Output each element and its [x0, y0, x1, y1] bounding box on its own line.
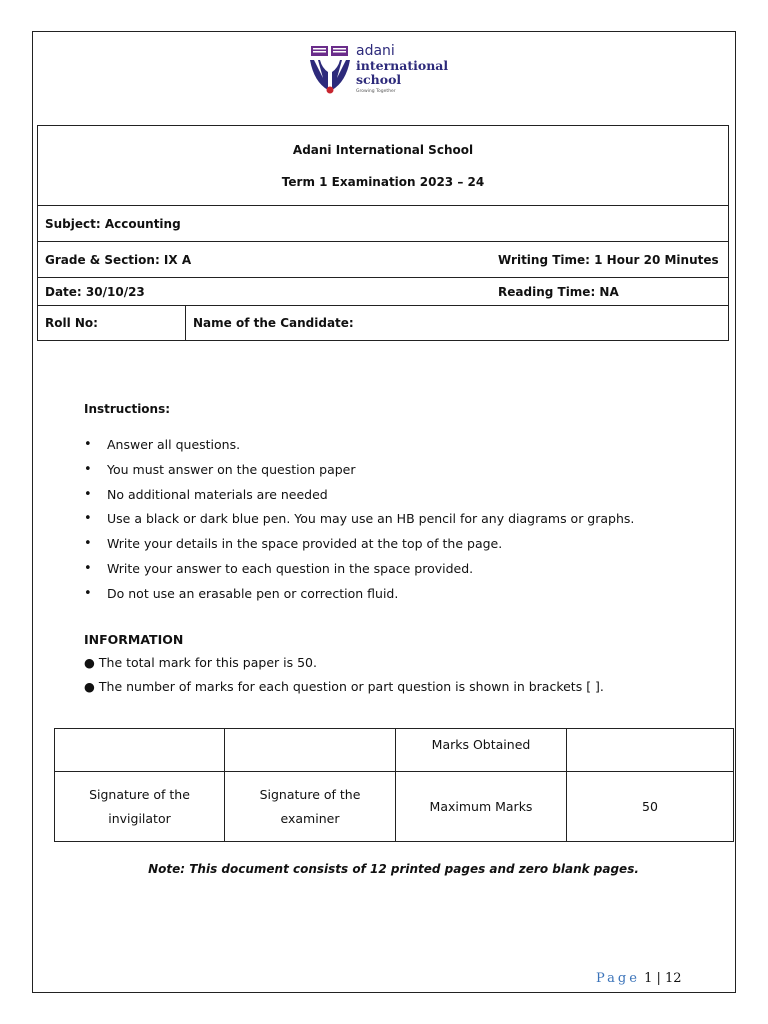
school-emblem-icon [308, 44, 354, 96]
date-reading-row [38, 278, 729, 306]
list-item: • Do not use an erasable pen or correction fluid. [84, 585, 724, 610]
grade-time-row [38, 242, 729, 278]
grade-section-field: Grade & Section: IX A [45, 252, 192, 267]
logo-brand-international: international [356, 58, 449, 73]
instructions-heading: Instructions: [84, 402, 171, 416]
school-logo [308, 44, 448, 96]
logo-brand-adani: adani [356, 43, 395, 59]
reading-time-field: Reading Time: NA [498, 284, 619, 299]
exam-header-table [37, 125, 729, 341]
information-line: ● The total mark for this paper is 50. [84, 655, 317, 670]
date-field: Date: 30/10/23 [45, 284, 145, 299]
information-section [84, 631, 724, 702]
logo-tagline: Growing Together [356, 89, 396, 94]
marks-table [54, 728, 734, 842]
list-item: • No additional materials are needed [84, 486, 724, 511]
information-heading: INFORMATION [84, 632, 184, 647]
instructions-section [84, 402, 724, 610]
page-footer [596, 971, 682, 986]
list-item: • Answer all questions. [84, 436, 724, 461]
exam-title: Term 1 Examination 2023 – 24 [281, 174, 485, 189]
writing-time-field: Writing Time: 1 Hour 20 Minutes [498, 252, 719, 267]
exam-title-block [38, 126, 729, 206]
signature-invigilator-label: Signature of the invigilator [55, 772, 225, 842]
page-number: 1 | 12 [639, 971, 682, 986]
candidate-name-field: Name of the Candidate: [186, 306, 729, 341]
logo-brand-school: school [356, 71, 402, 87]
information-line: ● The number of marks for each question or part question is shown in brackets [ ]. [84, 679, 604, 694]
school-name: Adani International School [292, 142, 474, 157]
maximum-marks-label: Maximum Marks [396, 772, 567, 842]
examiner-signature-box[interactable] [225, 729, 396, 772]
list-item: • Use a black or dark blue pen. You may use an HB pencil for any diagrams or graphs. [84, 510, 724, 535]
invigilator-signature-box[interactable] [55, 729, 225, 772]
logo-wordmark [356, 44, 448, 95]
roll-no-field: Roll No: [38, 306, 186, 341]
page-label: Page [596, 971, 640, 986]
maximum-marks-value: 50 [567, 772, 734, 842]
marks-obtained-box[interactable] [567, 729, 734, 772]
subject-field: Subject: Accounting [38, 206, 729, 242]
signature-examiner-label: Signature of the examiner [225, 772, 396, 842]
list-item: • Write your answer to each question in the space provided. [84, 560, 724, 585]
marks-obtained-label: Marks Obtained [396, 729, 567, 772]
list-item: • Write your details in the space provided at the top of the page. [84, 535, 724, 560]
list-item: • You must answer on the question paper [84, 461, 724, 486]
page-count-note: Note: This document consists of 12 printed pages and zero blank pages. [148, 862, 639, 876]
instructions-list [84, 436, 724, 610]
